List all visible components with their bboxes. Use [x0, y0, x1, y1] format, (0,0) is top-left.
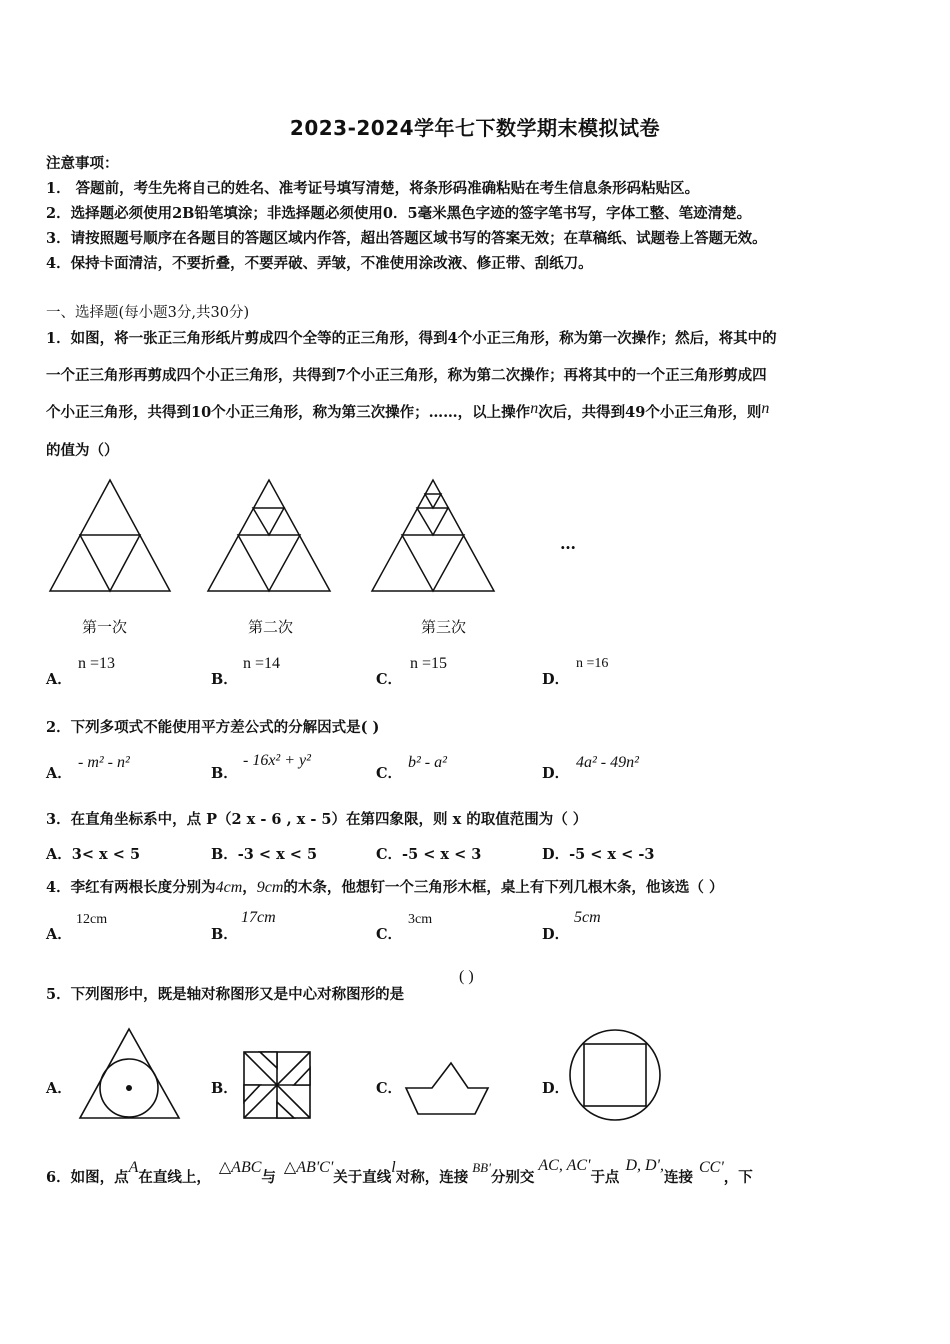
q2-option-c-value: b² - a²	[408, 754, 447, 771]
circle-square-figure	[570, 1030, 660, 1120]
q1-option-b-value: n =14	[243, 655, 281, 672]
q4-len2: 9cm	[256, 879, 284, 896]
q4-option-d-label[interactable]: D．	[542, 926, 570, 943]
notice-item-4: 4．保持卡面清洁，不要折叠，不要弄破、弄皱，不准使用涂改液、修正带、刮纸刀。	[46, 255, 593, 272]
q1-caption-1: 第一次	[82, 618, 128, 636]
q1-option-d-value: n =16	[576, 656, 609, 671]
q1-var-n-2: n	[761, 400, 770, 417]
q3-option-d-value: -5 < x < -3	[569, 846, 655, 863]
q6-segment-cc: CC'	[698, 1159, 724, 1176]
q5-stem: 5．下列图形中，既是轴对称图形又是中心对称图形的是	[46, 986, 405, 1003]
q2-option-c-label[interactable]: C．	[376, 765, 403, 782]
q3-option-b-label: B．	[211, 846, 238, 863]
q1-ellipsis: …	[560, 534, 576, 553]
notice-item-3: 3．请按照题号顺序在各题目的答题区域内作答，超出答题区域书写的答案无效；在草稿纸、试题卷上答题无效。	[46, 230, 767, 247]
q4-option-b-value: 17cm	[241, 909, 276, 926]
q4-len1: 4cm	[215, 879, 243, 896]
q6-p2: 在直线上，	[138, 1169, 211, 1186]
q3-option-a-value: 3< x < 5	[71, 846, 141, 863]
q1-option-c-label[interactable]: C．	[376, 671, 403, 688]
q5-option-b-label[interactable]: B．	[211, 1080, 238, 1097]
q5-option-c-label[interactable]: C．	[376, 1080, 403, 1097]
page-title: 2023-2024学年七下数学期末模拟试卷	[289, 116, 661, 140]
q3-option-b-value: -3 < x < 5	[237, 846, 318, 863]
q2-option-d-value: 4a² - 49n²	[576, 754, 639, 771]
q3-option-c-label: C．	[376, 846, 403, 863]
q1-line-3b: 次后，共得到49个小正三角形，则	[538, 404, 762, 421]
q4-stem-a: 4．李红有两根长度分别为	[46, 879, 216, 896]
q1-option-c-value: n =15	[410, 655, 448, 672]
q1-option-d-label[interactable]: D．	[542, 671, 570, 688]
q3-option-a-label: A．	[46, 846, 72, 863]
q6-triangle-abc: △ABC	[218, 1159, 262, 1176]
q2-option-a-value: - m² - n²	[78, 754, 130, 771]
q2-option-b-value: - 16x² + y²	[243, 752, 311, 769]
q2-option-b-label[interactable]: B．	[211, 765, 238, 782]
q1-line-3a: 个小正三角形，共得到10个小正三角形，称为第三次操作；……，以上操作	[46, 404, 531, 421]
notice-heading: 注意事项：	[46, 155, 119, 172]
q4-option-c-label[interactable]: C．	[376, 926, 403, 943]
q4-stem-b: 的木条，他想钉一个三角形木框，桌上有下列几根木条，他该选（ ）	[283, 879, 724, 896]
section-heading: 一、选择题(每小题3分,共30分)	[46, 305, 250, 321]
q3-option-c-value: -5 < x < 3	[402, 846, 482, 863]
q6-segments-ac: AC, AC'	[538, 1157, 591, 1174]
q6-p6: 分别交	[490, 1169, 535, 1186]
boat-figure	[406, 1063, 488, 1114]
q4-option-a-label[interactable]: A．	[46, 926, 72, 943]
q4-option-d-value: 5cm	[574, 909, 601, 926]
q2-stem: 2．下列多项式不能使用平方差公式的分解因式是( )	[46, 719, 380, 736]
q6-point-a: A	[128, 1159, 139, 1176]
q3-option-d-label: D．	[542, 846, 570, 863]
pinwheel-figure	[244, 1052, 310, 1118]
q1-var-n: n	[530, 400, 539, 417]
q5-paren: ( )	[459, 968, 474, 985]
notice-item-1: 1． 答题前，考生先将自己的姓名、准考证号填写清楚，将条形码准确粘贴在考生信息条形码粘贴区。	[46, 180, 700, 197]
q4-option-c-value: 3cm	[408, 912, 433, 927]
q1-caption-2: 第二次	[248, 618, 294, 636]
q1-caption-3: 第三次	[421, 618, 467, 636]
q6-segment-bb: BB'	[472, 1160, 491, 1175]
q1-line-1: 1．如图，将一张正三角形纸片剪成四个全等的正三角形，得到4个小正三角形，称为第一次操作；然后，将其中的	[46, 330, 777, 347]
triangle-incircle-figure	[80, 1029, 179, 1118]
q1-line-2: 一个正三角形再剪成四个小正三角形，共得到7个小正三角形，称为第二次操作；再将其中的一个正三角形剪成四	[46, 367, 767, 384]
q6-triangle-abc-prime: △AB'C'	[283, 1159, 334, 1176]
notice-item-2: 2．选择题必须使用2B铅笔填涂；非选择题必须使用0．5毫米黑色字迹的签字笔书写，字体工整、笔迹清楚。	[46, 205, 752, 222]
q4-option-b-label[interactable]: B．	[211, 926, 238, 943]
q3-stem: 3．在直角坐标系中，点 P（2 x - 6 , x - 5）在第四象限，则 x 的取值范围为（ ）	[46, 811, 588, 828]
q5-option-a-label[interactable]: A．	[46, 1080, 72, 1097]
q6-p8: 连接	[663, 1169, 693, 1186]
q6-p4: 关于直线	[333, 1169, 392, 1186]
q2-option-a-label[interactable]: A．	[46, 765, 72, 782]
q6-p9: ，下	[723, 1169, 753, 1186]
q1-option-a-value: n =13	[78, 655, 116, 672]
q6-points-d: D, D',	[625, 1157, 664, 1174]
q5-option-d-label[interactable]: D．	[542, 1080, 570, 1097]
q2-option-d-label[interactable]: D．	[542, 765, 570, 782]
q6-p7: 于点	[590, 1169, 620, 1186]
q4-option-a-value: 12cm	[76, 912, 108, 927]
q6-p1: 6．如图，点	[46, 1169, 129, 1186]
q4-sep: ，	[242, 879, 257, 896]
q1-line-4: 的值为（）	[46, 442, 119, 459]
q6-p5: 对称，连接	[395, 1169, 469, 1186]
q6-line-l: l	[391, 1159, 396, 1176]
q6-p3: 与	[261, 1169, 276, 1186]
q6-stem	[46, 1157, 753, 1187]
q1-option-b-label[interactable]: B．	[211, 671, 238, 688]
q1-option-a-label[interactable]: A．	[46, 671, 72, 688]
